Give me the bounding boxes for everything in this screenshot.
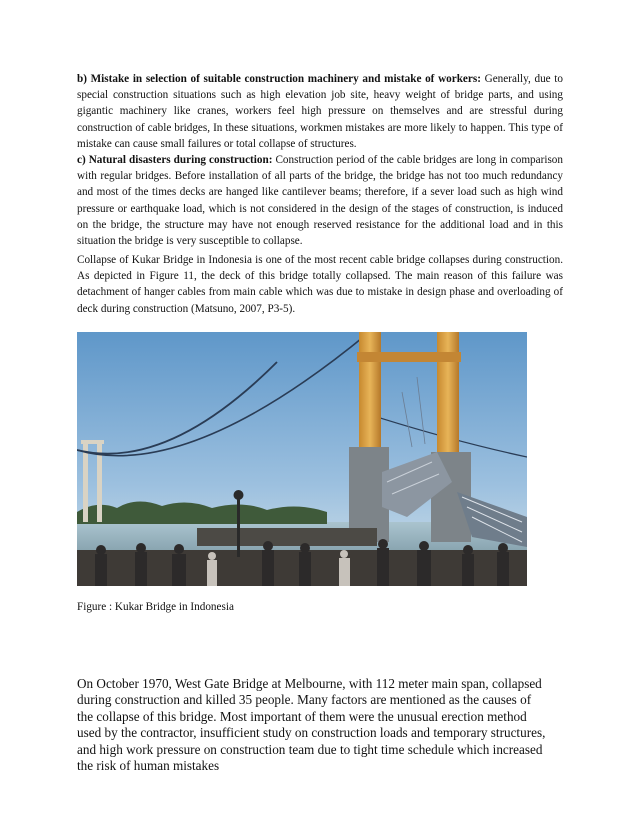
paragraph-west-gate-bridge: On October 1970, West Gate Bridge at Melbourne, with 112 meter main span, collapsed during construction and killed 35 people. Many factors are mentioned as the causes of the collapse of this bridge. Most important of them were the unusual erection method used by the contractor, insufficient study on construction loads and temporary structures, and high work pressure on construction team due to tight time schedule which increased the risk of human mistakes — [77, 676, 546, 774]
kukar-bridge-photo — [77, 332, 527, 586]
text-machinery-mistake: Generally, due to special construction situations such as high elevation job site, heavy weight of bridge parts, and using gigantic machinery like cranes, workers feel high pressure on themselves and are stressful during construction of cable bridges, In these situations, workmen mistakes are more likely to happen. This type of mistake can cause small failures or total collapse of structures. — [77, 73, 563, 150]
text-natural-disasters: Construction period of the cable bridges are long in comparison with regular bridges. Before installation of all parts of the bridge, the bridge has not too much redundancy and most of the times decks are hanged like cantilever beams; therefore, if a sever load such as high wind pressure or earthquake load, which is not considered in the design of the stages of construction, is induced on the bridge, the structure may have not enough reserved resistance for the additional load and in this situation the bridge is very susceptible to collapse. — [77, 154, 563, 248]
paragraph-mistakes-and-disasters — [77, 71, 563, 249]
figure-caption: Figure : Kukar Bridge in Indonesia — [77, 601, 234, 613]
heading-natural-disasters: c) Natural disasters during construction: — [77, 154, 273, 167]
paragraph-kukar-bridge: Collapse of Kukar Bridge in Indonesia is one of the most recent cable bridge collapses during construction. As depicted in Figure 11, the deck of this bridge totally collapsed. The main reason of this failure was detachment of hanger cables from main cable which was due to mistake in design phase and overloading of deck during construction (Matsuno, 2007, P3-5). — [77, 254, 563, 315]
heading-machinery-mistake: b) Mistake in selection of suitable construction machinery and mistake of workers: — [77, 73, 481, 85]
